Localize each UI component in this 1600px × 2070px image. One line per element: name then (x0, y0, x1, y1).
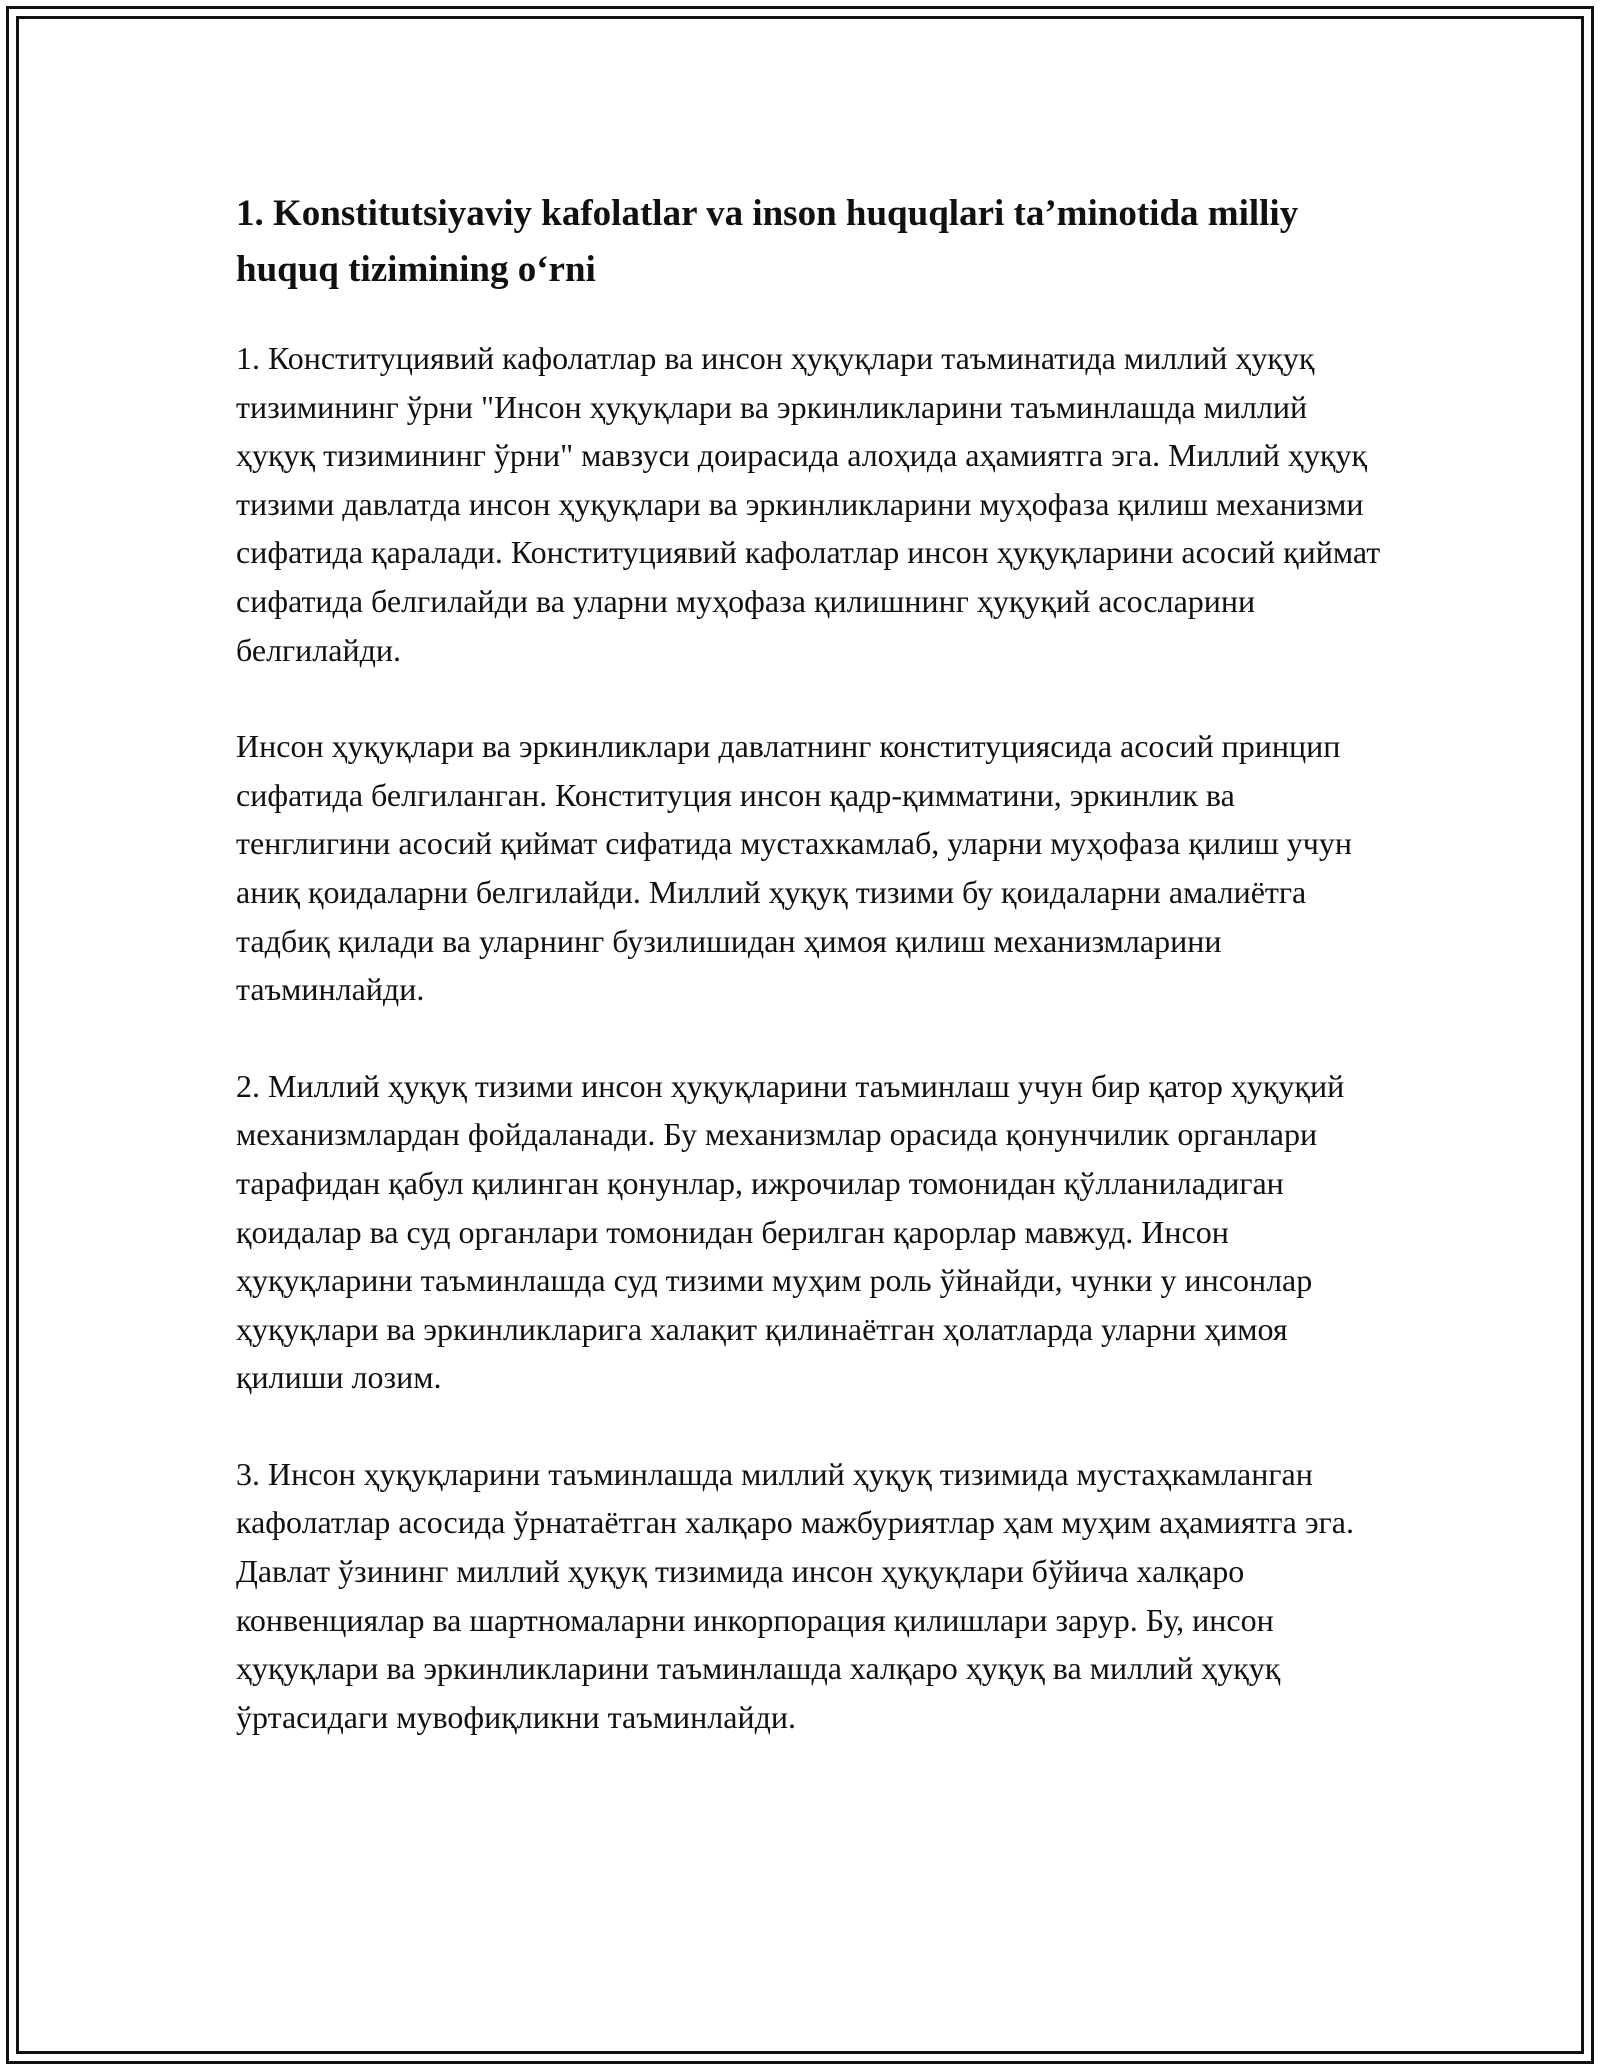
document-title: 1. Konstitutsiyaviy kafolatlar va inson huquqlari ta’minotida milliy huquq tizimining o‘rni (236, 193, 1299, 290)
paragraph-4: 3. Инсон ҳуқуқларини таъминлашда миллий ҳуқуқ тизимида мустаҳкамланган кафолатлар асосида ўрнатаётган халқаро мажбуриятлар ҳам муҳим аҳамиятга эга. Давлат ўзининг миллий ҳуқуқ тизимида инсон ҳуқуқлари бўйича халқаро конвенциялар ва шартномаларни инкорпорация қилишлари зарур. Бу, инсон ҳуқуқлари ва эркинликларини таъминлашда халқаро ҳуқуқ ва миллий ҳуқуқ ўртасидаги мувофиқликни таъминлайди. (236, 1455, 1354, 1735)
paragraph-1: 1. Конституциявий кафолатлар ва инсон ҳуқуқлари таъминатида миллий ҳуқуқ тизимининг ўрни "Инсон ҳуқуқлари ва эркинликларини таъминлашда миллий ҳуқуқ тизимининг ўрни" мавзуси доирасида алоҳида аҳамиятга эга. Миллий ҳуқуқ тизими давлатда инсон ҳуқуқлари ва эркинликларини муҳофаза қилиш механизми сифатида қаралади. Конституциявий кафолатлар инсон ҳуқуқларини асосий қиймат сифатида белгилайди ва уларни муҳофаза қилишнинг ҳуқуқий асосларини белгилайди. (236, 340, 1381, 668)
document-body (236, 186, 1386, 1789)
paragraph-2: Инсон ҳуқуқлари ва эркинликлари давлатнинг конституциясида асосий принцип сифатида белгиланган. Конституция инсон қадр-қимматини, эркинлик ва тенглигини асосий қиймат сифатида мустахкамлаб, уларни муҳофаза қилиш учун аниқ қоидаларни белгилайди. Миллий ҳуқуқ тизими бу қоидаларни амалиётга тадбиқ қилади ва уларнинг бузилишидан ҳимоя қилиш механизмларини таъминлайди. (236, 728, 1352, 1008)
paragraph-3: 2. Миллий ҳуқуқ тизими инсон ҳуқуқларини таъминлаш учун бир қатор ҳуқуқий механизмлардан фойдаланади. Бу механизмлар орасида қонунчилик органлари тарафидан қабул қилинган қонунлар, ижрочилар томонидан қўлланиладиган қоидалар ва суд органлари томонидан берилган қарорлар мавжуд. Инсон ҳуқуқларини таъминлашда суд тизими муҳим роль ўйнайди, чунки у инсонлар ҳуқуқлари ва эркинликларига халақит қилинаётган ҳолатларда уларни ҳимоя қилиши лозим. (236, 1067, 1345, 1396)
